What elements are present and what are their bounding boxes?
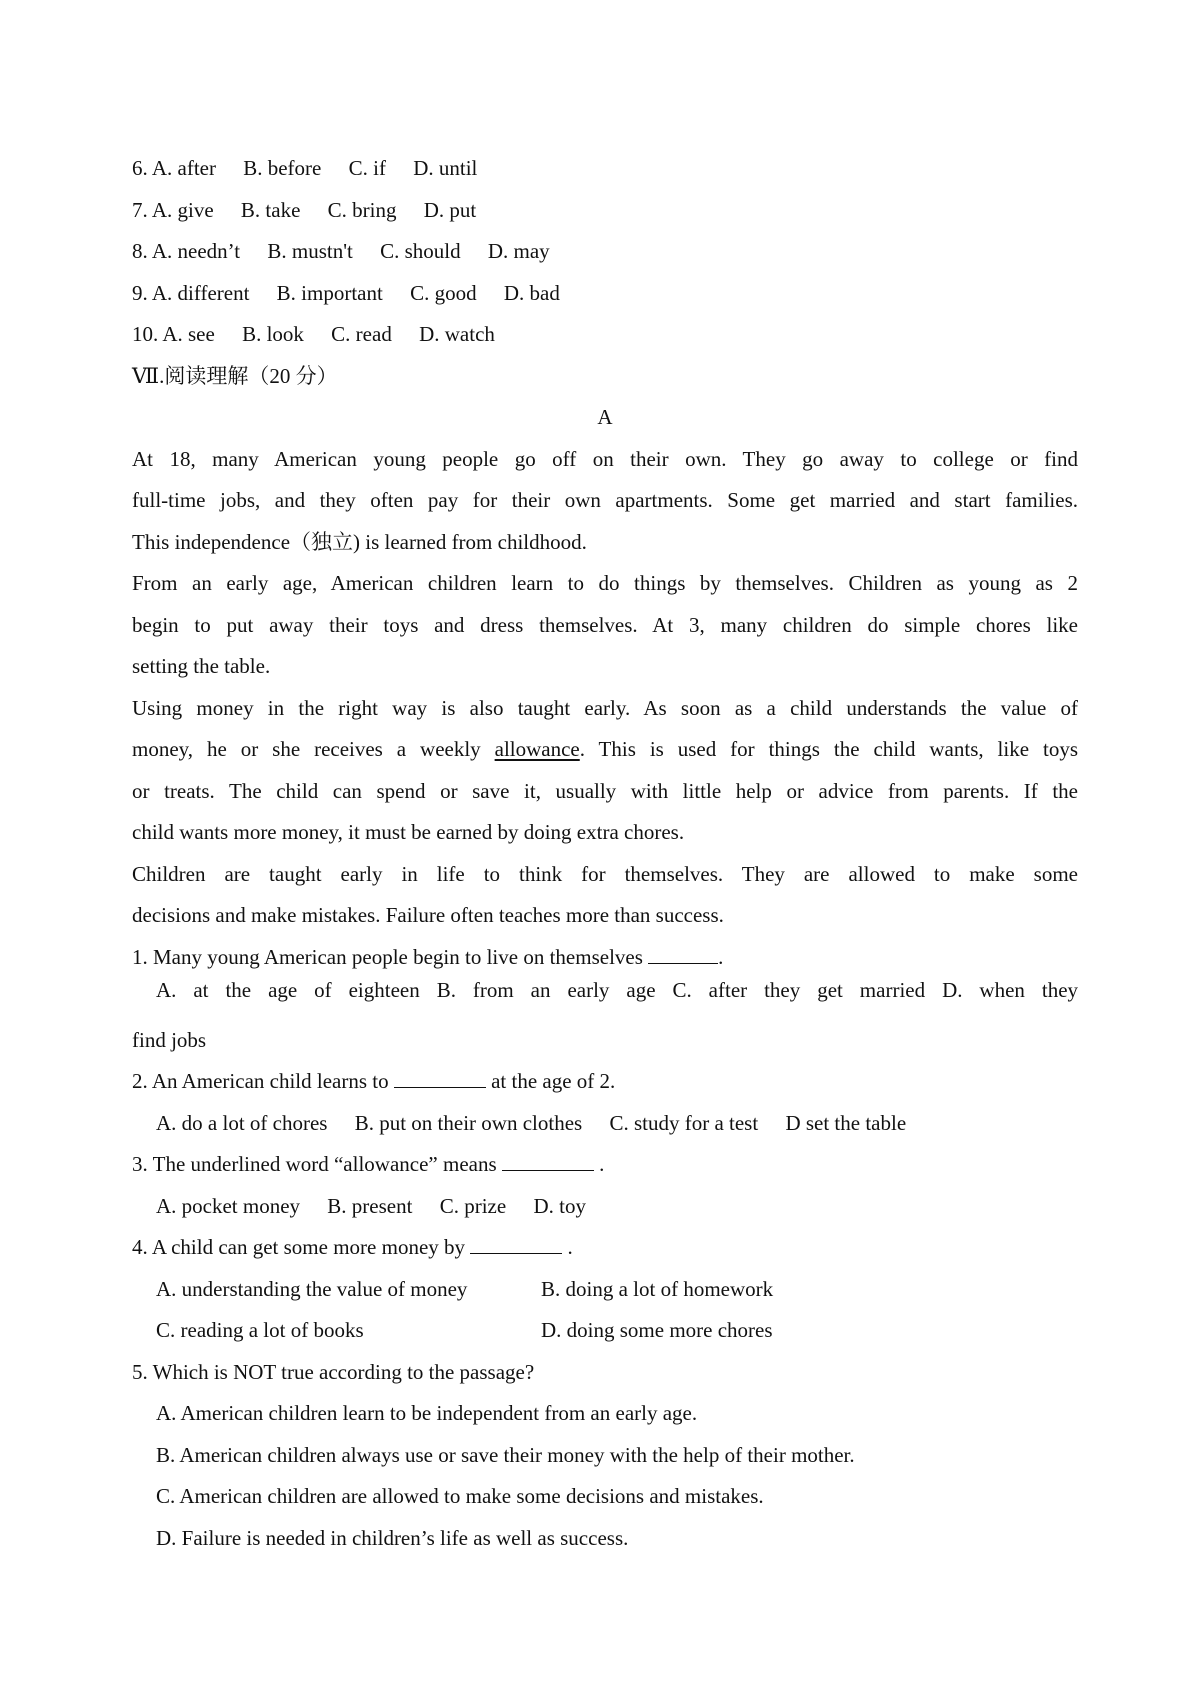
question-options	[132, 1186, 1078, 1228]
passage-paragraph-2	[132, 563, 1078, 688]
answer-blank[interactable]	[502, 1152, 594, 1171]
question-stem	[132, 937, 1078, 979]
option-d: D. watch	[419, 322, 495, 346]
question-1	[132, 937, 1078, 1062]
option-c: C. if	[348, 156, 386, 180]
cloze-item-6	[132, 148, 1078, 190]
option-d: D. bad	[503, 280, 560, 305]
paragraph-line: decisions and make mistakes. Failure often teaches more than success.	[132, 903, 724, 927]
answer-blank[interactable]	[394, 1069, 486, 1088]
option-d: D. when they	[942, 978, 1079, 1002]
paragraph-line: setting the table.	[132, 654, 271, 678]
option-b: B. doing a lot of homework	[541, 1276, 774, 1301]
item-number: 6.	[132, 156, 148, 180]
option-a: A. do a lot of chores	[156, 1110, 328, 1135]
item-number: 9.	[132, 280, 148, 305]
line-text: money, he or she receives a weekly	[132, 737, 495, 761]
option-d: D. toy	[533, 1193, 586, 1218]
cloze-item-10	[132, 314, 1078, 356]
option-b: B. take	[240, 197, 301, 222]
paragraph-line: child wants more money, it must be earned by doing extra chores.	[132, 820, 685, 844]
stem-text: .	[593, 1152, 605, 1176]
question-2	[132, 1061, 1078, 1144]
exam-page	[132, 148, 1078, 1559]
option-b: B. look	[242, 322, 304, 346]
option-a: A. see	[162, 322, 215, 346]
section-heading: Ⅶ.阅读理解（20 分）	[132, 363, 338, 388]
question-stem: 5. Which is NOT true according to the passage?	[132, 1359, 535, 1384]
underlined-word-allowance: allowance	[494, 737, 580, 761]
option-d: D. until	[413, 156, 478, 180]
cloze-item-7	[132, 190, 1078, 232]
option-a: A. different	[151, 280, 250, 305]
item-number: 8.	[132, 239, 148, 263]
question-options	[132, 978, 1078, 1020]
option-d: D set the table	[785, 1110, 907, 1135]
stem-text: at the age of 2.	[485, 1069, 616, 1093]
stem-text: 3. The underlined word “allowance” means	[132, 1152, 502, 1176]
option-b: B. mustn't	[267, 239, 353, 263]
option-d-continued: find jobs	[132, 1027, 207, 1052]
stem-text: .	[562, 1235, 573, 1259]
option-c: C. study for a test	[609, 1110, 759, 1135]
paragraph-line: begin to put away their toys and dress themselves. At 3, many children do simple chores like	[132, 612, 1078, 637]
option-d: D. may	[487, 239, 550, 263]
stem-text: 4. A child can get some more money by	[132, 1235, 471, 1259]
question-stem	[132, 1227, 1078, 1269]
option-c: C. bring	[327, 197, 397, 222]
option-c: C. after they get married	[672, 978, 926, 1002]
paragraph-line: Using money in the right way is also taught early. As soon as a child understands the value of	[132, 695, 1078, 720]
option-c: C. reading a lot of books	[156, 1318, 364, 1342]
option-b: B. important	[276, 280, 383, 305]
answer-blank[interactable]	[470, 1235, 562, 1254]
cloze-item-9	[132, 273, 1078, 315]
option-a: A. needn’t	[151, 239, 241, 263]
paragraph-line: At 18, many American young people go off on their own. They go away to college or find	[132, 446, 1078, 471]
question-options-row-2	[132, 1310, 1078, 1352]
option-a: A. at the age of eighteen	[156, 978, 420, 1002]
passage-label: A	[597, 405, 613, 429]
line-text: . This is used for things the child wants, like toys	[579, 737, 1078, 761]
option-c: C. prize	[439, 1193, 507, 1218]
option-b: B. present	[327, 1193, 413, 1218]
paragraph-line: or treats. The child can spend or save it, usually with little help or advice from parents. If the	[132, 778, 1078, 803]
question-4	[132, 1227, 1078, 1352]
option-b: B. put on their own clothes	[354, 1110, 583, 1135]
paragraph-line	[132, 729, 1078, 771]
item-number: 10.	[132, 322, 159, 346]
option-a: A. pocket money	[156, 1193, 301, 1218]
option-c: C. American children are allowed to make some decisions and mistakes.	[156, 1484, 764, 1508]
option-d: D. doing some more chores	[541, 1318, 773, 1342]
passage-paragraph-3	[132, 688, 1078, 854]
option-b: B. before	[243, 156, 322, 180]
question-5	[132, 1352, 1078, 1560]
passage-paragraph-1	[132, 439, 1078, 564]
option-c: C. should	[380, 239, 461, 263]
option-a: A. give	[151, 197, 214, 222]
option-c: C. read	[331, 322, 392, 346]
paragraph-line: This independence（独立) is learned from childhood.	[132, 529, 587, 554]
option-d: D. put	[423, 197, 477, 222]
answer-blank[interactable]	[648, 945, 718, 964]
cloze-item-8	[132, 231, 1078, 273]
option-b: B. from an early age	[436, 978, 656, 1002]
stem-text: 1. Many young American people begin to live on themselves	[132, 944, 649, 969]
option-a: A. American children learn to be independent from an early age.	[156, 1401, 698, 1425]
option-a: A. understanding the value of money	[156, 1276, 468, 1301]
item-number: 7.	[132, 197, 148, 222]
stem-text: .	[718, 944, 724, 969]
paragraph-line: full-time jobs, and they often pay for their own apartments. Some get married and start families.	[132, 488, 1078, 512]
paragraph-line: Children are taught early in life to think for themselves. They are allowed to make some	[132, 861, 1078, 886]
question-3	[132, 1144, 1078, 1227]
option-c: C. good	[410, 280, 477, 305]
cloze-options	[132, 148, 1078, 356]
passage-paragraph-4	[132, 854, 1078, 937]
paragraph-line: From an early age, American children learn to do things by themselves. Children as young as 2	[132, 571, 1078, 595]
option-d: D. Failure is needed in children’s life as well as success.	[156, 1525, 629, 1550]
stem-text: 2. An American child learns to	[132, 1069, 394, 1093]
option-a: A. after	[151, 156, 216, 180]
question-stem	[132, 1144, 1078, 1186]
question-options	[132, 1103, 1078, 1145]
question-options-row-1	[132, 1269, 1078, 1311]
option-b: B. American children always use or save their money with the help of their mother.	[156, 1442, 855, 1467]
question-stem	[132, 1061, 1078, 1103]
